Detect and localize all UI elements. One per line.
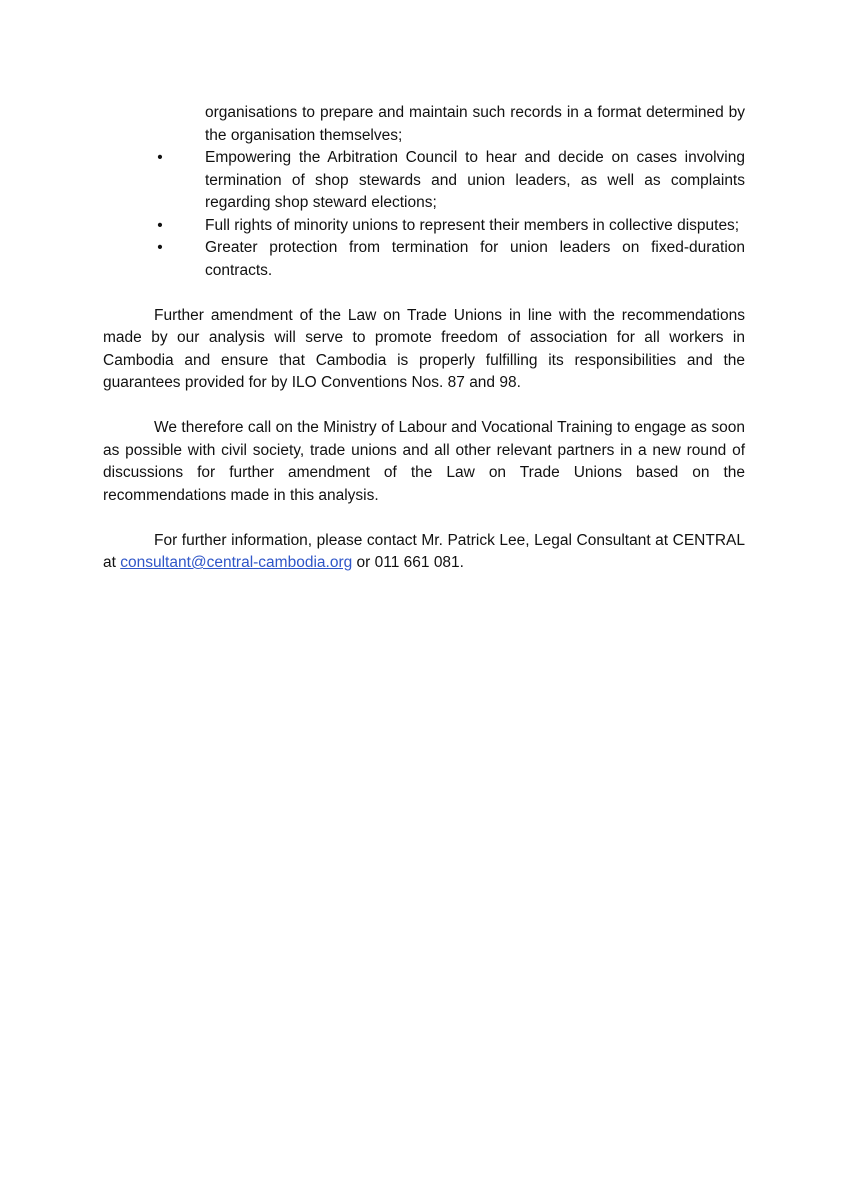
list-item (103, 237, 745, 282)
bullet-icon: • (157, 149, 163, 166)
paragraph-contact (103, 530, 745, 575)
bullet-icon: • (157, 216, 163, 234)
paragraph-amendment: Further amendment of the Law on Trade Unions in line with the recommendations made by our analysis will serve to promote freedom of association for all workers in Cambodia and ensure that Cambodia is properly fulfilling its responsibilities and the guarantees provided for by ILO Conventions Nos. 87 and 98. (103, 306, 745, 391)
bullet-icon: • (157, 239, 163, 256)
list-item (103, 215, 745, 238)
email-link[interactable]: consultant@central-cambodia.org (120, 554, 353, 571)
list-item-text: Empowering the Arbitration Council to hear and decide on cases involving termination of shop stewards and union leaders, as well as complaints regarding shop steward elections; (205, 149, 745, 211)
list-item-text: organisations to prepare and maintain such records in a format determined by the organisation themselves; (205, 104, 745, 144)
document-page (103, 102, 745, 590)
list-item-text: Full rights of minority unions to represent their members in collective disputes; (205, 216, 740, 234)
list-item-continuation (103, 102, 745, 147)
contact-text-after: or 011 661 081. (352, 554, 464, 571)
paragraph-call-to-action: We therefore call on the Ministry of Labour and Vocational Training to engage as soon as possible with civil society, trade unions and all other relevant partners in a new round of discussions for further amendment of the Law on Trade Unions based on the recommendations made in this analysis. (103, 419, 745, 504)
contact-text-before: For further information, please contact Mr. Patrick Lee, Legal Consultant at CENTRAL at (103, 531, 745, 571)
list-item-text: Greater protection from termination for union leaders on fixed-duration contracts. (205, 239, 745, 279)
list-item (103, 147, 745, 215)
